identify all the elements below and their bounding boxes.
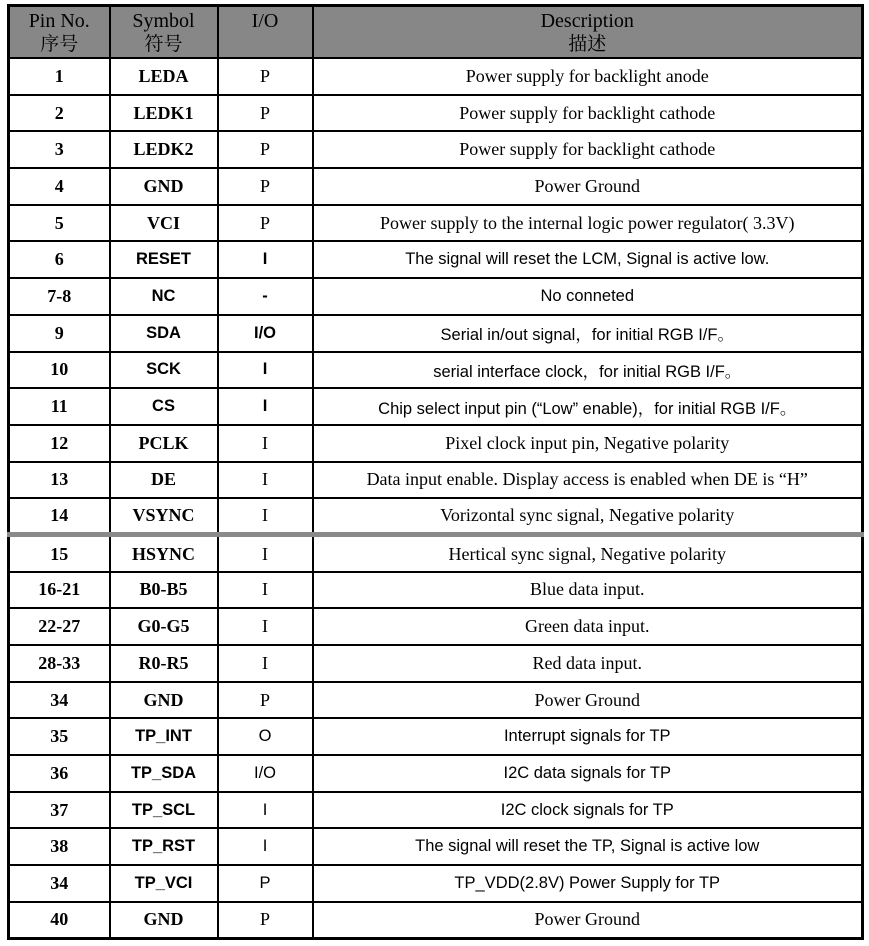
io-cell: P (218, 682, 313, 719)
pin-number-cell: 9 (9, 315, 110, 352)
table-header-row (9, 6, 863, 59)
symbol-cell: B0-B5 (110, 572, 218, 609)
table-row (9, 241, 863, 278)
table-row (9, 608, 863, 645)
pin-number-cell: 10 (9, 352, 110, 389)
pin-number-cell: 6 (9, 241, 110, 278)
symbol-cell: VCI (110, 205, 218, 242)
description-cell: No conneted (313, 278, 863, 315)
io-cell: P (218, 902, 313, 939)
symbol-cell: LEDK2 (110, 131, 218, 168)
table-row (9, 462, 863, 499)
io-cell: P (218, 168, 313, 205)
symbol-cell: LEDK1 (110, 95, 218, 132)
description-cell: Power supply to the internal logic power regulator( 3.3V) (313, 205, 863, 242)
symbol-cell: GND (110, 902, 218, 939)
pin-number-cell: 34 (9, 682, 110, 719)
table-row (9, 828, 863, 865)
table-row (9, 425, 863, 462)
header-pin-no (9, 6, 110, 59)
symbol-cell: TP_SCL (110, 792, 218, 829)
symbol-cell: PCLK (110, 425, 218, 462)
symbol-cell: SCK (110, 352, 218, 389)
symbol-cell: SDA (110, 315, 218, 352)
table-row (9, 718, 863, 755)
io-cell: P (218, 58, 313, 95)
symbol-cell: TP_VCI (110, 865, 218, 902)
table-row (9, 535, 863, 572)
symbol-cell: GND (110, 682, 218, 719)
table-row (9, 388, 863, 425)
pin-number-cell: 11 (9, 388, 110, 425)
symbol-cell: GND (110, 168, 218, 205)
description-cell: serial interface clock，for initial RGB I/F。 (313, 352, 863, 389)
table-row (9, 792, 863, 829)
pin-number-cell: 28-33 (9, 645, 110, 682)
io-cell: I (218, 828, 313, 865)
table-row (9, 865, 863, 902)
description-cell: I2C data signals for TP (313, 755, 863, 792)
pin-number-cell: 36 (9, 755, 110, 792)
io-cell: I (218, 645, 313, 682)
header-description-en: Description (540, 10, 634, 32)
description-cell: Power Ground (313, 902, 863, 939)
symbol-cell: RESET (110, 241, 218, 278)
io-cell: I (218, 352, 313, 389)
symbol-cell: TP_RST (110, 828, 218, 865)
description-cell: Serial in/out signal，for initial RGB I/F。 (313, 315, 863, 352)
symbol-cell: NC (110, 278, 218, 315)
description-cell: Interrupt signals for TP (313, 718, 863, 755)
pin-number-cell: 5 (9, 205, 110, 242)
description-cell: I2C clock signals for TP (313, 792, 863, 829)
io-cell: I (218, 608, 313, 645)
io-cell: I (218, 792, 313, 829)
io-cell: I (218, 241, 313, 278)
symbol-cell: TP_SDA (110, 755, 218, 792)
description-cell: The signal will reset the LCM, Signal is active low. (313, 241, 863, 278)
description-cell: Hertical sync signal, Negative polarity (313, 535, 863, 572)
header-symbol (110, 6, 218, 59)
pin-number-cell: 12 (9, 425, 110, 462)
description-cell: Red data input. (313, 645, 863, 682)
table-row (9, 755, 863, 792)
table-row (9, 352, 863, 389)
pin-number-cell: 35 (9, 718, 110, 755)
symbol-cell: HSYNC (110, 535, 218, 572)
io-cell: P (218, 131, 313, 168)
table-row (9, 131, 863, 168)
pin-number-cell: 38 (9, 828, 110, 865)
description-cell: Power Ground (313, 682, 863, 719)
table-row (9, 58, 863, 95)
io-cell: O (218, 718, 313, 755)
header-description (313, 6, 863, 59)
pin-number-cell: 4 (9, 168, 110, 205)
pin-description-table (7, 4, 864, 940)
pin-number-cell: 15 (9, 535, 110, 572)
description-cell: Data input enable. Display access is enabled when DE is “H” (313, 462, 863, 499)
io-cell: I (218, 535, 313, 572)
pin-number-cell: 1 (9, 58, 110, 95)
io-cell: I/O (218, 755, 313, 792)
table-row (9, 572, 863, 609)
description-cell: Power Ground (313, 168, 863, 205)
pin-number-cell: 3 (9, 131, 110, 168)
header-pin-no-zh: 序号 (40, 34, 79, 55)
symbol-cell: LEDA (110, 58, 218, 95)
description-cell: Power supply for backlight cathode (313, 95, 863, 132)
table-row (9, 682, 863, 719)
pin-number-cell: 34 (9, 865, 110, 902)
io-cell: I (218, 572, 313, 609)
description-cell: Pixel clock input pin, Negative polarity (313, 425, 863, 462)
symbol-cell: G0-G5 (110, 608, 218, 645)
description-cell: Power supply for backlight anode (313, 58, 863, 95)
pin-number-cell: 22-27 (9, 608, 110, 645)
pin-number-cell: 14 (9, 498, 110, 535)
io-cell: P (218, 95, 313, 132)
symbol-cell: CS (110, 388, 218, 425)
table-row (9, 95, 863, 132)
description-cell: Vorizontal sync signal, Negative polarity (313, 498, 863, 535)
symbol-cell: R0-R5 (110, 645, 218, 682)
io-cell: I (218, 462, 313, 499)
table-row (9, 278, 863, 315)
table-row (9, 498, 863, 535)
io-cell: I (218, 425, 313, 462)
description-cell: Power supply for backlight cathode (313, 131, 863, 168)
pin-table-body (9, 58, 863, 939)
pin-number-cell: 13 (9, 462, 110, 499)
pin-number-cell: 37 (9, 792, 110, 829)
header-pin-no-en: Pin No. (28, 10, 90, 32)
io-cell: P (218, 865, 313, 902)
pin-number-cell: 2 (9, 95, 110, 132)
description-cell: TP_VDD(2.8V) Power Supply for TP (313, 865, 863, 902)
header-io (218, 6, 313, 59)
table-row (9, 645, 863, 682)
table-row (9, 205, 863, 242)
io-cell: - (218, 278, 313, 315)
symbol-cell: TP_INT (110, 718, 218, 755)
description-cell: The signal will reset the TP, Signal is active low (313, 828, 863, 865)
description-cell: Blue data input. (313, 572, 863, 609)
description-cell: Chip select input pin (“Low” enable)，for initial RGB I/F。 (313, 388, 863, 425)
header-io-label: I/O (251, 10, 279, 32)
header-symbol-zh: 符号 (144, 34, 183, 55)
description-cell: Green data input. (313, 608, 863, 645)
pin-number-cell: 7-8 (9, 278, 110, 315)
io-cell: I (218, 388, 313, 425)
pin-number-cell: 16-21 (9, 572, 110, 609)
table-row (9, 168, 863, 205)
table-row (9, 902, 863, 939)
header-description-zh: 描述 (568, 34, 607, 55)
pin-number-cell: 40 (9, 902, 110, 939)
io-cell: I (218, 498, 313, 535)
symbol-cell: VSYNC (110, 498, 218, 535)
header-symbol-en: Symbol (132, 10, 195, 32)
symbol-cell: DE (110, 462, 218, 499)
io-cell: I/O (218, 315, 313, 352)
table-row (9, 315, 863, 352)
io-cell: P (218, 205, 313, 242)
